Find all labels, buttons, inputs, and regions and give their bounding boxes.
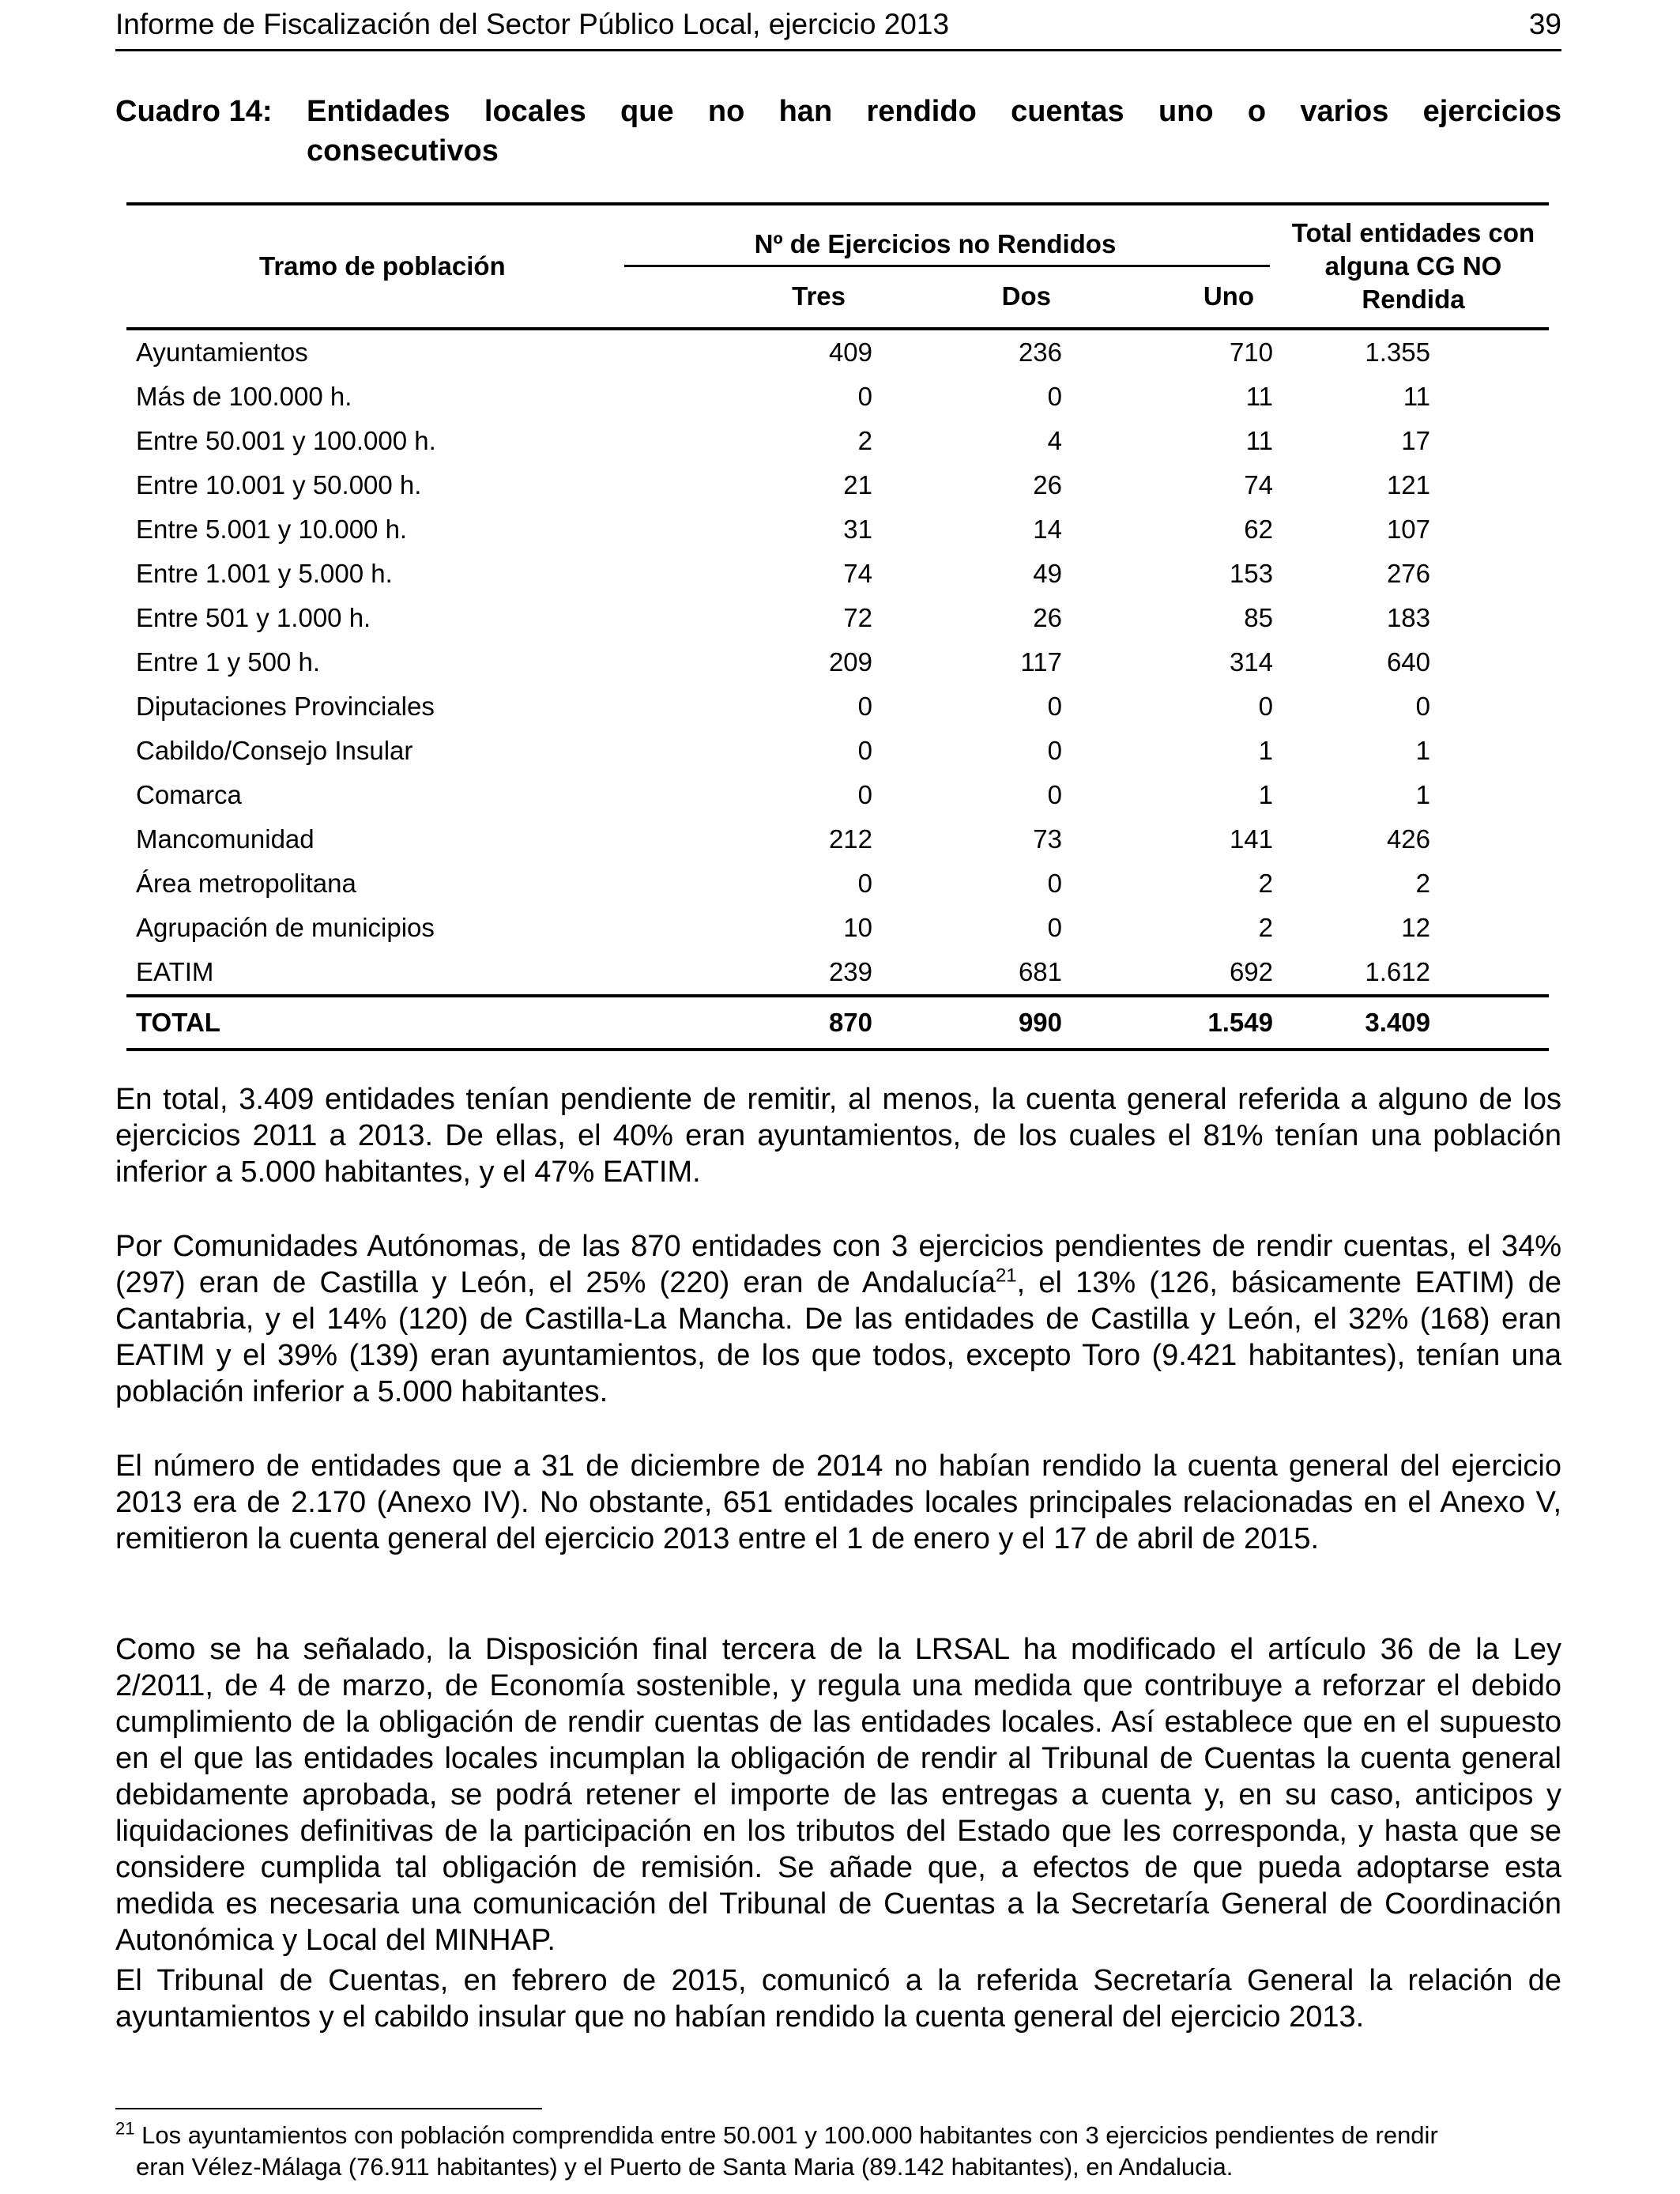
row-label: Ayuntamientos	[136, 337, 308, 367]
table-row	[126, 419, 1549, 463]
paragraph-2-part2: , el 13% (126, básicamente EATIM) de Cantabria, y el 14% (120) de Castilla-La Mancha. De las entidades de Castilla y León, el 32% (168) eran EATIM y el 39% (139) eran ayuntamientos, de los que todos, excepto Toro (9.421 habitantes), tenían una población inferior a 5.000 habitantes.	[115, 1266, 1562, 1408]
cell-total: 183	[1386, 603, 1430, 632]
cell-tres: 21	[843, 470, 872, 499]
paragraph-3: El número de entidades que a 31 de diciembre de 2014 no habían rendido la cuenta general del ejercicio 2013 era de 2.170 (Anexo IV). No obstante, 651 entidades locales principales relacionadas en el Anexo V, remitieron la cuenta general del ejercicio 2013 entre el 1 de enero y el 17 de abril de 2015.	[115, 1449, 1561, 1555]
cell-tres: 0	[857, 692, 872, 721]
col-group-header	[624, 204, 1278, 266]
row-label: Diputaciones Provinciales	[136, 692, 435, 721]
cell-tres: 72	[843, 603, 872, 632]
cell-uno: 2	[1258, 869, 1273, 898]
data-table	[126, 202, 1549, 1051]
row-label: Entre 50.001 y 100.000 h.	[136, 426, 436, 455]
row-label: Mancomunidad	[136, 824, 315, 854]
cell-tres: 0	[857, 869, 872, 898]
total-label: TOTAL	[136, 1008, 220, 1037]
row-label: Entre 1.001 y 5.000 h.	[136, 559, 393, 588]
cell-tres: 31	[843, 515, 872, 544]
col-header-total	[1278, 204, 1549, 329]
total-row	[126, 996, 1549, 1050]
total-uno: 1.549	[1207, 1008, 1273, 1037]
col-group-header-text: Nº de Ejercicios no Rendidos	[754, 229, 1117, 258]
row-label: Entre 501 y 1.000 h.	[136, 603, 371, 632]
cell-dos: 0	[1047, 913, 1062, 942]
cell-uno: 85	[1244, 603, 1273, 632]
table-row	[126, 861, 1549, 906]
col-header-tres: Tres	[624, 266, 877, 329]
cell-tres: 0	[857, 382, 872, 411]
row-label: Entre 1 y 500 h.	[136, 647, 320, 677]
cell-uno: 74	[1244, 470, 1273, 499]
cell-tres: 2	[857, 426, 872, 455]
cell-uno: 11	[1245, 382, 1273, 411]
cell-dos: 0	[1047, 692, 1062, 721]
col-header-uno: Uno	[1067, 266, 1278, 329]
cell-uno: 1	[1258, 736, 1273, 765]
cell-total: 276	[1386, 559, 1430, 588]
cell-total: 1.612	[1365, 957, 1430, 986]
cell-dos: 0	[1047, 780, 1062, 809]
table-row	[126, 375, 1549, 419]
cell-dos: 0	[1047, 736, 1062, 765]
cell-total: 12	[1401, 913, 1430, 942]
cell-uno: 314	[1229, 647, 1273, 677]
cell-uno: 692	[1229, 957, 1273, 986]
table-row	[126, 773, 1549, 817]
row-label: EATIM	[136, 957, 214, 986]
paragraph-2	[115, 1228, 1561, 1410]
paragraph-4: Como se ha señalado, la Disposición final tercera de la LRSAL ha modificado el artículo 36 de la Ley 2/2011, de 4 de marzo, de Economía sostenible, y regula una medida que contribuye a reforzar el debido cumplimiento de la obligación de rendir cuentas de las entidades locales. Así establece que en el supuesto en el que las entidades locales incumplan la obligación de rendir al Tribunal de Cuentas la cuenta general debidamente aprobada, se podrá retener el importe de las entregas a cuenta y, en su caso, anticipos y liquidaciones definitivas de la participación en los tributos del Estado que les corresponda, y hasta que se considere cumplida tal obligación de remisión. Se añade que, a efectos de que pueda adoptarse esta medida es necesaria una comunicación del Tribunal de Cuentas a la Secretaría General de Coordinación Autonómica y Local del MINHAP.	[115, 1633, 1561, 1957]
footnote-line2: eran Vélez-Málaga (76.911 habitantes) y el Puerto de Santa Maria (89.142 habitantes), en Andalucia.	[136, 2153, 1234, 2181]
table-body	[126, 329, 1549, 996]
cell-tres: 209	[828, 647, 872, 677]
cell-total: 0	[1415, 692, 1430, 721]
cell-total: 2	[1415, 869, 1430, 898]
table-row	[126, 684, 1549, 729]
footnote-separator	[115, 2108, 542, 2109]
cell-uno: 710	[1229, 337, 1273, 367]
row-label: Entre 10.001 y 50.000 h.	[136, 470, 422, 499]
col-header-label: Tramo de población	[126, 204, 624, 329]
row-label: Agrupación de municipios	[136, 913, 435, 942]
cell-tres: 239	[828, 957, 872, 986]
cell-uno: 62	[1244, 515, 1273, 544]
row-label: Área metropolitana	[136, 869, 356, 898]
table-row	[126, 596, 1549, 640]
cell-uno: 11	[1245, 426, 1273, 455]
cell-total: 17	[1401, 426, 1430, 455]
table-row	[126, 640, 1549, 684]
cell-total: 11	[1403, 382, 1430, 411]
col-header-dos: Dos	[877, 266, 1067, 329]
total-dos: 990	[1018, 1008, 1062, 1037]
table-row	[126, 507, 1549, 552]
report-title: Informe de Fiscalización del Sector Público Local, ejercicio 2013	[115, 8, 950, 40]
page-header	[115, 5, 1561, 51]
footnote-number: 21	[115, 2118, 135, 2139]
cell-tres: 10	[843, 913, 872, 942]
cell-tres: 212	[828, 824, 872, 854]
footnote-line1: Los ayuntamientos con población comprendida entre 50.001 y 100.000 habitantes con 3 ejercicios pendientes de rendir	[141, 2121, 1438, 2149]
cell-total: 107	[1386, 515, 1430, 544]
cell-dos: 14	[1033, 515, 1062, 544]
row-label: Entre 5.001 y 10.000 h.	[136, 515, 408, 544]
col-header-total-line1: Total entidades con	[1291, 218, 1535, 247]
table-row	[126, 463, 1549, 507]
cell-dos: 26	[1033, 470, 1062, 499]
cell-uno: 153	[1229, 559, 1273, 588]
cell-total: 1	[1415, 736, 1430, 765]
cell-uno: 1	[1258, 780, 1273, 809]
cell-dos: 0	[1047, 869, 1062, 898]
paragraph-1: En total, 3.409 entidades tenían pendiente de remitir, al menos, la cuenta general referida a alguno de los ejercicios 2011 a 2013. De ellas, el 40% eran ayuntamientos, de los cuales el 81% tenían una población inferior a 5.000 habitantes, y el 47% EATIM.	[115, 1083, 1561, 1189]
cell-total: 1	[1415, 780, 1430, 809]
cell-tres: 74	[843, 559, 872, 588]
cell-dos: 236	[1018, 337, 1062, 367]
row-label: Comarca	[136, 780, 242, 809]
cell-dos: 4	[1047, 426, 1062, 455]
page-number: 39	[1528, 8, 1561, 40]
table-row	[126, 329, 1549, 375]
cell-uno: 141	[1229, 824, 1273, 854]
table-row	[126, 906, 1549, 950]
table-row	[126, 817, 1549, 861]
table-row	[126, 552, 1549, 596]
cell-dos: 0	[1047, 382, 1062, 411]
caption-label: Cuadro 14:	[115, 95, 273, 128]
group-underline	[624, 265, 1270, 267]
cell-dos: 49	[1033, 559, 1062, 588]
cell-total: 426	[1386, 824, 1430, 854]
table-row	[126, 950, 1549, 996]
footnote	[115, 2120, 1561, 2183]
cell-total: 640	[1386, 647, 1430, 677]
total-total: 3.409	[1365, 1008, 1430, 1037]
cell-dos: 26	[1033, 603, 1062, 632]
paragraph-2-part1: Por Comunidades Autónomas, de las 870 entidades con 3 ejercicios pendientes de rendir cuentas, el 34% (297) eran de Castilla y León, el 25% (220) eran de Andalucía	[115, 1230, 1561, 1299]
total-tres: 870	[828, 1008, 872, 1037]
cell-uno: 2	[1258, 913, 1273, 942]
cell-tres: 409	[828, 337, 872, 367]
cell-dos: 73	[1033, 824, 1062, 854]
col-header-total-line2: alguna CG NO Rendida	[1324, 251, 1502, 314]
footnote-ref: 21	[995, 1265, 1017, 1287]
cell-tres: 0	[857, 736, 872, 765]
row-label: Más de 100.000 h.	[136, 382, 352, 411]
cell-uno: 0	[1258, 692, 1273, 721]
caption-text-line2: consecutivos	[307, 134, 499, 168]
caption-text-line1: Entidades locales que no han rendido cuentas uno o varios ejercicios	[307, 95, 1561, 128]
cell-tres: 0	[857, 780, 872, 809]
cell-total: 121	[1386, 470, 1430, 499]
cell-dos: 117	[1020, 647, 1062, 677]
table-row	[126, 729, 1549, 773]
paragraph-5: El Tribunal de Cuentas, en febrero de 2015, comunicó a la referida Secretaría General la relación de ayuntamientos y el cabildo insular que no habían rendido la cuenta general del ejercicio 2013.	[115, 1964, 1561, 2034]
cell-dos: 681	[1018, 957, 1062, 986]
row-label: Cabildo/Consejo Insular	[136, 736, 413, 765]
cell-total: 1.355	[1365, 337, 1430, 367]
